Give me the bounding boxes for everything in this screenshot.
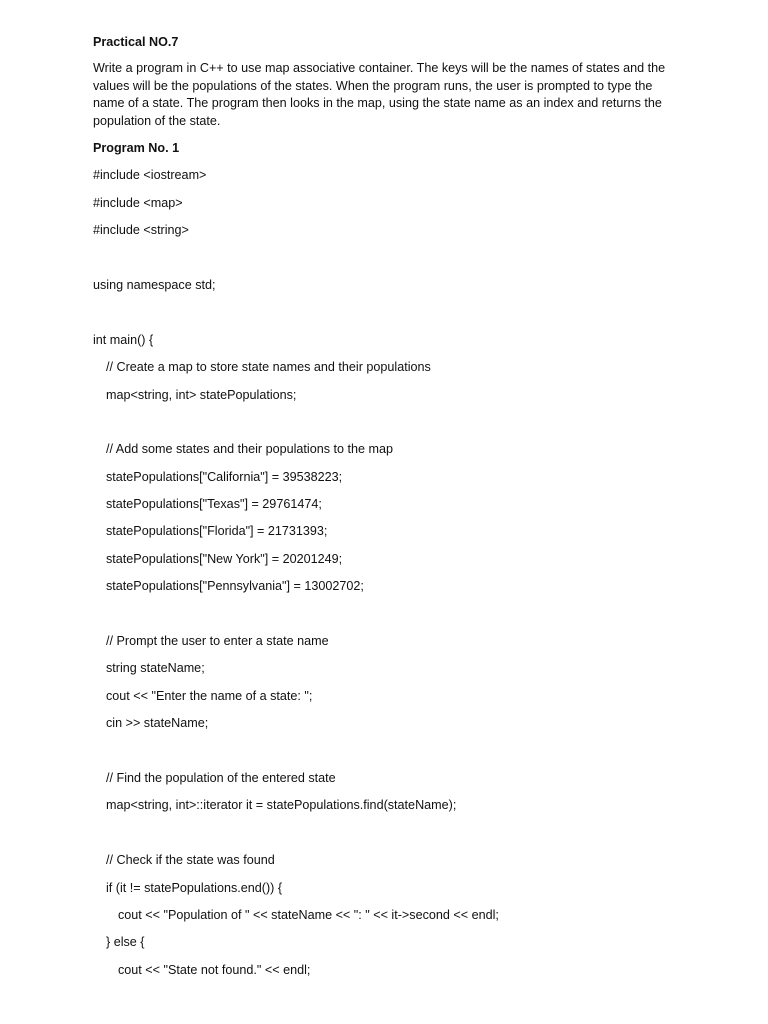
code-line: // Find the population of the entered state xyxy=(106,770,336,785)
code-blank-line xyxy=(93,303,678,330)
code-line: using namespace std; xyxy=(93,277,216,292)
code-line: } else { xyxy=(106,935,145,950)
code-line: #include <string> xyxy=(93,223,189,238)
code-line: statePopulations["Florida"] = 21731393; xyxy=(106,524,328,539)
code-line: cout << "Population of " << stateName << ": " << it->second << endl; xyxy=(118,907,499,922)
code-line: statePopulations["Texas"] = 29761474; xyxy=(106,497,322,512)
code-line: #include <iostream> xyxy=(93,168,207,183)
code-line: // Create a map to store state names and their populations xyxy=(106,360,431,375)
code-blank-line xyxy=(93,742,678,769)
code-block xyxy=(93,166,678,988)
code-line: if (it != statePopulations.end()) { xyxy=(106,880,283,895)
code-line: cout << "State not found." << endl; xyxy=(118,962,311,977)
code-line: map<string, int>::iterator it = statePopulations.find(stateName); xyxy=(106,798,457,813)
program-label: Program No. 1 xyxy=(93,141,180,156)
code-line: statePopulations["Pennsylvania"] = 13002702; xyxy=(106,579,364,594)
code-line: // Check if the state was found xyxy=(106,853,275,868)
practical-title: Practical NO.7 xyxy=(93,35,179,49)
code-line: #include <map> xyxy=(93,195,183,210)
code-line: // Add some states and their populations to the map xyxy=(106,442,394,457)
code-blank-line xyxy=(93,824,678,851)
code-blank-line xyxy=(93,249,678,276)
code-line: statePopulations["California"] = 39538223; xyxy=(106,469,343,484)
code-line: map<string, int> statePopulations; xyxy=(106,387,297,402)
code-blank-line xyxy=(93,413,678,440)
code-blank-line xyxy=(93,605,678,632)
code-line: cin >> stateName; xyxy=(106,716,209,731)
code-line: int main() { xyxy=(93,332,154,347)
code-line: statePopulations["New York"] = 20201249; xyxy=(106,551,343,566)
code-line: cout << "Enter the name of a state: "; xyxy=(106,688,313,703)
problem-description: Write a program in C++ to use map associative container. The keys will be the names of states and the values will be the populations of the states. When the program runs, the user is prompted to type the name of a state. The program then looks in the map, using the state name as an index and returns the population of the state. xyxy=(93,61,666,128)
code-line: // Prompt the user to enter a state name xyxy=(106,634,329,649)
code-line: string stateName; xyxy=(106,661,205,676)
document-content xyxy=(93,33,678,988)
